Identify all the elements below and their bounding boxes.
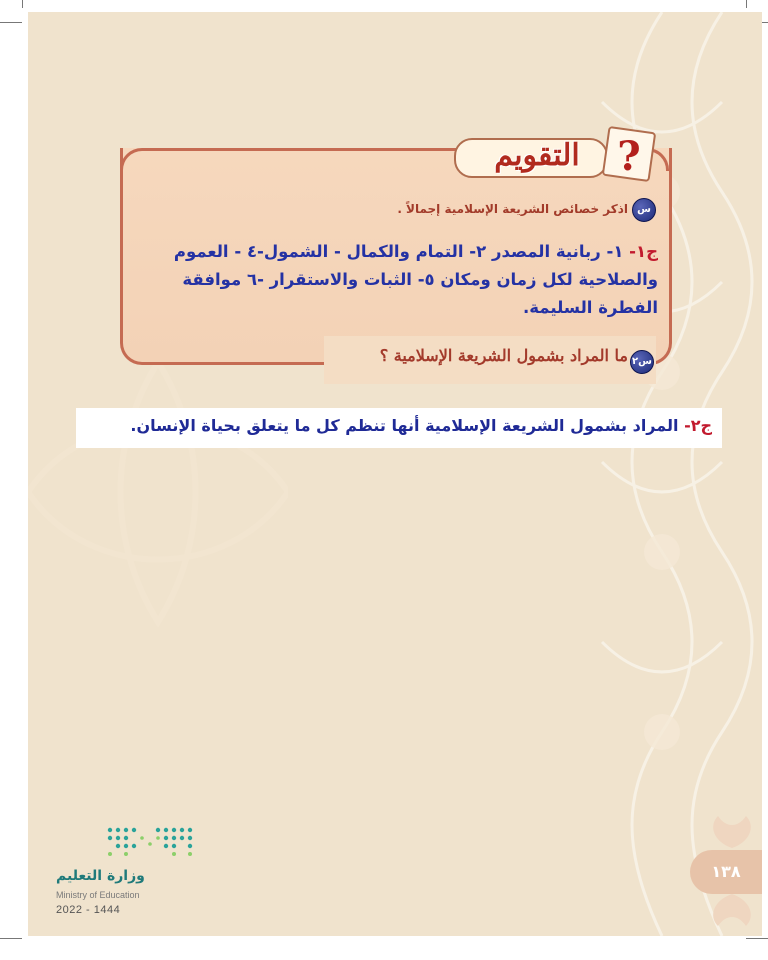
question-1-text: اذكر خصائص الشريعة الإسلامية إجمالاً . <box>397 202 628 216</box>
question-2-text: ما المراد بشمول الشريعة الإسلامية ؟ <box>379 346 628 365</box>
question-marker-icon: س٢ <box>630 350 654 374</box>
answer-2-label: ج٢- <box>684 416 712 435</box>
question-marker-icon: س <box>632 198 656 222</box>
crop-mark <box>746 0 747 8</box>
assessment-box-border <box>120 148 463 171</box>
question-mark-note-icon <box>600 122 658 184</box>
ministry-logo <box>56 824 196 934</box>
section-header <box>444 118 666 192</box>
page-number: ١٣٨ <box>690 850 762 894</box>
faint-ornament <box>28 342 288 642</box>
answer-2-text: المراد بشمول الشريعة الإسلامية أنها تنظم كل ما يتعلق بحياة الإنسان. <box>130 416 679 435</box>
ministry-name-en: Ministry of Education <box>56 890 140 900</box>
crop-mark <box>746 938 768 939</box>
crop-mark <box>0 22 22 23</box>
answer-1-label: ج١- <box>629 242 658 261</box>
crop-mark <box>0 938 22 939</box>
ministry-name-ar: وزارة التعليم <box>56 868 145 884</box>
crop-mark <box>22 0 23 8</box>
page-ornament <box>704 894 760 930</box>
textbook-page <box>28 12 762 936</box>
answer-1 <box>124 238 658 322</box>
answer-2 <box>88 416 712 435</box>
ministry-year: 2022 - 1444 <box>56 904 121 916</box>
ministry-logo-dots <box>104 824 196 864</box>
svg-text:?: ? <box>617 133 641 180</box>
section-title: التقويم <box>494 138 580 173</box>
page-ornament <box>704 812 760 848</box>
answer-1-text: ١- ربانية المصدر ٢- التمام والكمال - الشمول-٤ - العموم والصلاحية لكل زمان ومكان ٥- الثبات والاستقرار -٦ موافقة الفطرة السليمة. <box>173 242 658 317</box>
